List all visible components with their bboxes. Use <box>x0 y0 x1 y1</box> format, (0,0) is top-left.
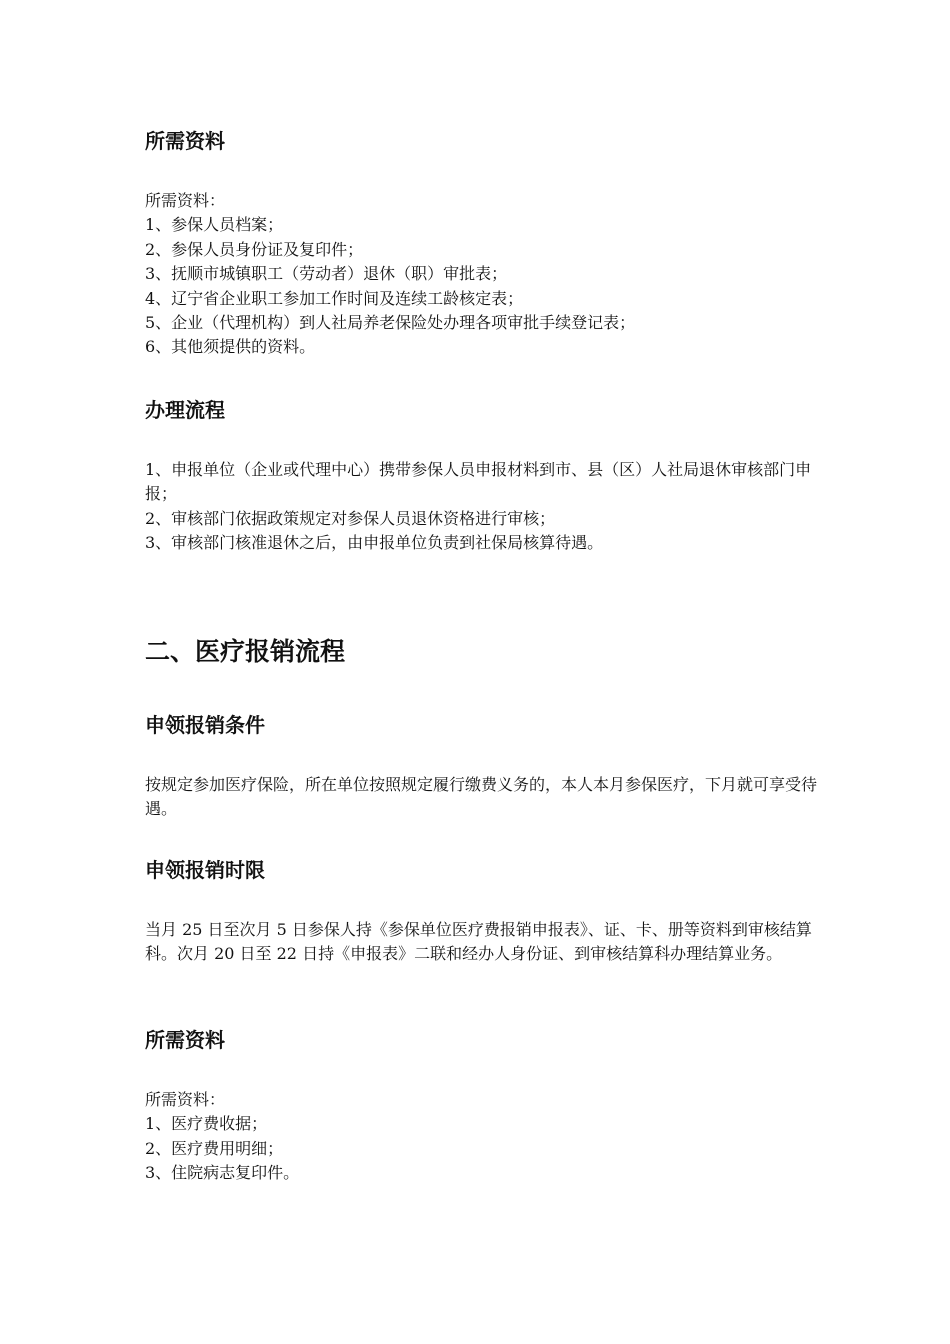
list-item: 1、申报单位（企业或代理中心）携带参保人员申报材料到市、县（区）人社局退休审核部门申报； <box>145 460 812 504</box>
document-page <box>145 0 820 1344</box>
list-item: 2、参保人员身份证及复印件； <box>145 239 364 259</box>
list-item: 3、住院病志复印件。 <box>145 1163 300 1183</box>
list-item: 3、抚顺市城镇职工（劳动者）退休（职）审批表； <box>145 264 508 284</box>
medical-conditions-heading: 申领报销条件 <box>145 713 265 737</box>
medical-time-limit-heading: 申领报销时限 <box>145 858 265 882</box>
pension-process-heading: 办理流程 <box>145 398 225 422</box>
list-item: 2、医疗费用明细； <box>145 1138 284 1158</box>
medical-materials-list <box>145 1088 820 1186</box>
pension-materials-heading: 所需资料 <box>145 129 225 153</box>
list-item: 2、审核部门依据政策规定对参保人员退休资格进行审核； <box>145 508 556 528</box>
medical-section-title: 二、医疗报销流程 <box>145 637 346 666</box>
pension-materials-intro: 所需资料： <box>145 191 226 210</box>
pension-materials-list <box>145 189 820 360</box>
list-item: 4、辽宁省企业职工参加工作时间及连续工龄核定表； <box>145 288 524 308</box>
medical-time-limit-text: 当月 25 日至次月 5 日参保人持《参保单位医疗费报销申报表》、证、卡、册等资料到审核结算科。次月 20 日至 22 日持《申报表》二联和经办人身份证、到审核结算科办理结算业务。 <box>145 920 812 964</box>
list-item: 1、医疗费收据； <box>145 1114 268 1134</box>
list-item: 6、其他须提供的资料。 <box>145 337 316 357</box>
list-item: 5、企业（代理机构）到人社局养老保险处办理各项审批手续登记表； <box>145 313 636 333</box>
list-item: 3、审核部门核准退休之后，由申报单位负责到社保局核算待遇。 <box>145 533 604 553</box>
medical-materials-heading: 所需资料 <box>145 1028 225 1052</box>
pension-process-list <box>145 458 820 556</box>
medical-materials-intro: 所需资料： <box>145 1090 226 1109</box>
list-item: 1、参保人员档案； <box>145 215 284 235</box>
medical-conditions-text: 按规定参加医疗保险，所在单位按照规定履行缴费义务的，本人本月参保医疗，下月就可享受待遇。 <box>145 775 818 819</box>
